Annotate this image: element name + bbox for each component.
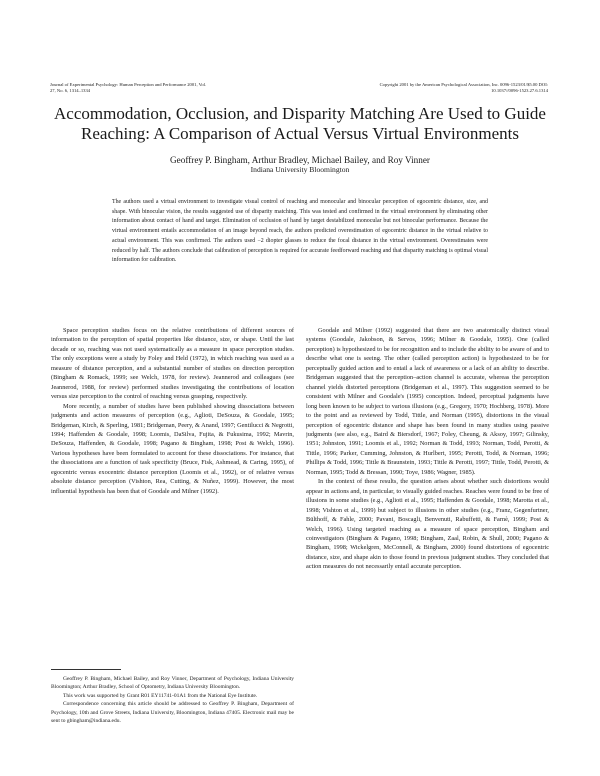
abstract: The authors used a virtual environment to investigate visual control of reaching and monocular and binocular perception of egocentric distance, size, and shape. With binocular vision, the results suggested use of disparity matching. This was tested and confirmed in the virtual environment by eliminating other information about contact of hand and target. Elimination of occlusion of hand by target destabilized monocular but not binocular performance. Because the virtual environment entails accommodation of an image beyond reach, the authors predicted overestimation of egocentric distance in the virtual relative to actual environment. This was confirmed. The authors used −2 diopter glasses to reduce the focal distance in the virtual environment. Overestimates were reduced by half. The authors conclude that calibration of perception is required for accurate feedforward reaching and that disparity matching is optimal visual information for calibration. <box>112 199 488 264</box>
body-paragraph: Space perception studies focus on the relative contributions of different sources of information to the perception of spatial properties like distance, size, or shape. Until the last decade or so, reaching was not used systematically as a measure in space perception studies. The only exceptions were a study by Foley and Held (1972), in which reaching was used as a measure of distance perception, and a substantial number of studies on direction perception (Bingham & Romack, 1999; see Welch, 1978, for review). Jeannerod and colleagues (see Jeannerod, 1988, for review) performed studies investigating the contributions of location versus size perception to the control of reaching versus grasping, respectively. <box>51 327 294 401</box>
footnotes <box>51 675 294 725</box>
footnote-divider <box>51 669 121 670</box>
footnote: Correspondence concerning this article should be addressed to Geoffrey P. Bingham, Department of Psychology, 10th and Grove Streets, Indiana University, Bloomington, Indiana 47405. Electronic mail may be sent to gbingham@indiana.edu. <box>51 701 294 725</box>
body-paragraph: Goodale and Milner (1992) suggested that there are two anatomically distinct visual systems (Goodale, Jakobson, & Servos, 1996; Milner & Goodale, 1995). One (called perception) is hypothesized to be for recognition and to include the ability to be aware of and to describe what one is seeing. The other (called perception action) is hypothesized to be for perceptually guided action and to entail a lack of awareness or a lack of an ability to describe. Bridgeman suggested that the perception–action channel is accurate, whereas the perception channel yields distorted perceptions (Bridgeman et al., 1997). This suggestion seemed to be consistent with Milner and Goodale's (1995) conception. Indeed, perceptual judgments have long been known to be subject to various illusions (e.g., Gregory, 1970; Hochberg, 1978). More to the point and as reviewed by Todd, Tittle, and Norman (1995), distortions in the visual perception of egocentric distance and shape has been found in many studies using passive judgments (see also, e.g., Baird & Biersdorf, 1967; Foley, Cheung, & Aksoy, 1997; Gilinsky, 1951; Johnston, 1991; Loomis et al., 1992; Norman & Todd, 1993; Norman, Todd, Perotti, & Tittle, 1996; Parker, Cumming, Johnston, & Hurlbert, 1995; Perotti, Todd, & Norman, 1996; Phillips & Todd, 1996; Tittle & Braunstein, 1993; Tittle & Perotti, 1997; Tittle, Todd, Perotti, & Norman, 1995; Todd & Bressan, 1990; Toye, 1986; Wagner, 1985). <box>306 327 549 476</box>
footnote: Geoffrey P. Bingham, Michael Bailey, and Roy Vinner, Department of Psychology, Indiana University Bloomington; Arthur Bradley, School of Optometry, Indiana University Bloomington. <box>51 676 294 691</box>
body-paragraph: In the context of these results, the question arises about whether such distortions would appear in actions and, in particular, to visually guided reaches. Reaches were found to be free of illusions in some studies (e.g., Aglioti et al., 1995; Haffenden & Goodale, 1998; Marotta et al., 1998; Vishton et al., 1999) but subject to illusions in other studies (e.g., Franz, Gegenfurtner, Bülthoff, & Fahle, 2000; Pavani, Boscagli, Benvenuti, Rabuffetti, & Farnè, 1999; Post & Welch, 1996). Using targeted reaching as a measure of space perception, Bingham and coinvestigators (Bingham & Pagano, 1998; Bingham, Zaal, Robin, & Shull, 2000; Pagano & Bingham, 1998; Wickelgren, McConnell, & Bingham, 2000) found distortions of egocentric distance, size, and shape akin to those found in previous judgment studies. They concluded that action measures do not necessarily entail accurate perception. <box>306 478 549 571</box>
copyright-notice: Copyright 2001 by the American Psychological Association, Inc. 0096-1523/01/$5.00 DOI: 10.1037//0096-1523.27.6.1314 <box>379 82 548 93</box>
paper-title: Accommodation, Occlusion, and Disparity Matching Are Used to Guide Reaching: A Comparison of Actual Versus Virtual Environments <box>54 104 546 143</box>
body-paragraph: More recently, a number of studies have been published showing dissociations between judgments and action measures of perception (e.g., Aglioti, DeSouza, & Goodale, 1995; Bridgeman, Kirch, & Sperling, 1981; Bridgeman, Peery, & Anand, 1997; Gentilucci & Negrotti, 1994; Haffenden & Goodale, 1998; Loomis, DaSilva, Fujita, & Fukusima, 1992; Mavrin, DeSouza, Haffenden, & Goodale, 1998; Pagano & Bingham, 1998; Post & Welch, 1996). Various hypotheses have been formulated to account for these dissociations. For instance, that the dissociations are a function of task specificity (Bruce, Fisk, Ashmead, & Caring, 1995), of egocentric versus exocentric distance perception (Loomis et al., 1992), or of relative versus absolute distance perception (Vishton, Rea, Cutting, & Nuñez, 1999). However, the most influential hypothesis has been that of Goodale and Milner (1992). <box>51 402 294 495</box>
body-column-left <box>51 326 294 656</box>
author-list: Geoffrey P. Bingham, Arthur Bradley, Michael Bailey, and Roy Vinner <box>170 155 430 165</box>
affiliation: Indiana University Bloomington <box>250 165 350 174</box>
body-column-right <box>306 326 549 751</box>
footnote: This work was supported by Grant R01 EY11741-01A1 from the National Eye Institute. <box>63 692 258 699</box>
journal-citation: Journal of Experimental Psychology: Human Perception and Performance 2001, Vol. 27, No. 6, 1314–1334 <box>50 82 207 93</box>
